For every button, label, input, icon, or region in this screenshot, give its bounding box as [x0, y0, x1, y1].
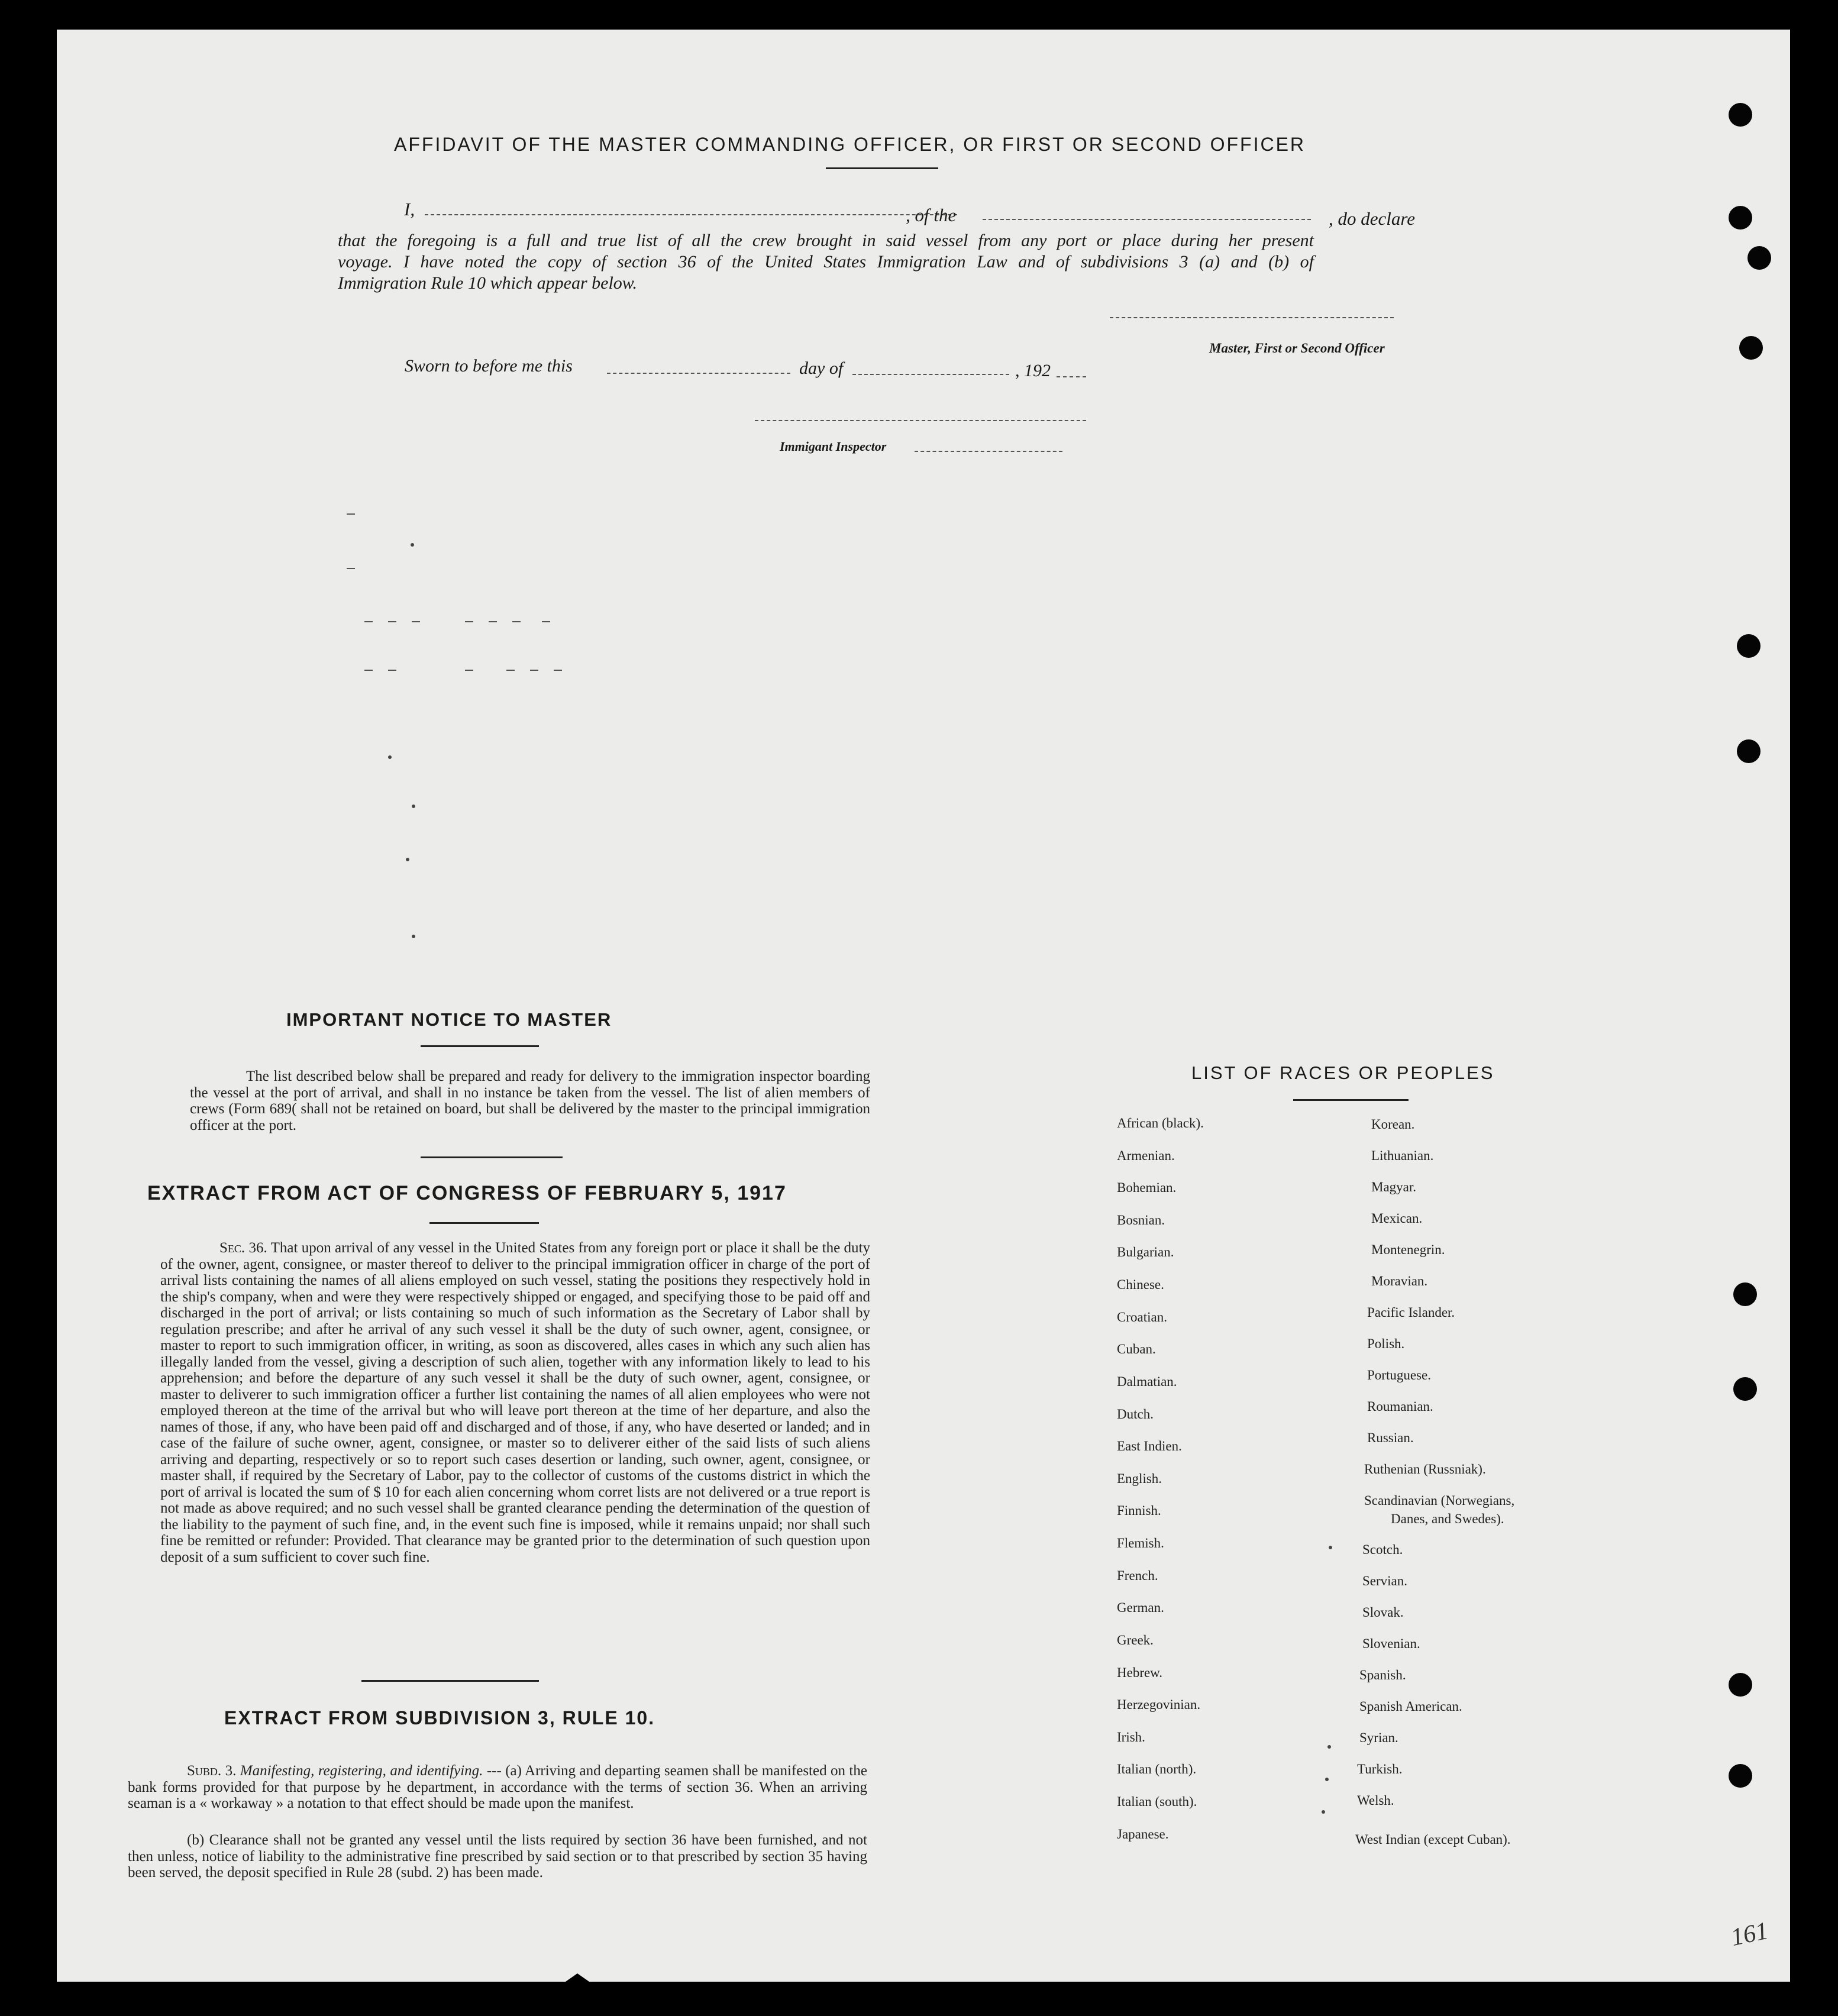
race-left: Croatian. — [1117, 1310, 1167, 1324]
punch-hole — [1737, 634, 1761, 658]
race-left: Dalmatian. — [1117, 1374, 1177, 1389]
race-left: Irish. — [1117, 1730, 1145, 1744]
inspector-label: Immigant Inspector — [780, 439, 887, 454]
punch-hole — [1729, 206, 1752, 230]
stray-mark — [347, 568, 355, 569]
race-left: Chinese. — [1117, 1277, 1164, 1292]
race-right: Mexican. — [1371, 1211, 1423, 1226]
race-right: Welsh. — [1357, 1793, 1394, 1808]
torn-edge — [57, 1958, 1790, 1982]
race-right: Spanish. — [1359, 1668, 1406, 1682]
sworn-year: , 192 — [1015, 361, 1051, 380]
stray-mark — [542, 621, 550, 622]
stray-mark — [388, 621, 396, 622]
races-title: LIST OF RACES OR PEOPLES — [1191, 1062, 1495, 1083]
punch-hole — [1729, 103, 1752, 127]
affidavit-line-i: I, — [404, 199, 415, 219]
inspector-name-blank[interactable] — [915, 451, 1062, 452]
name-blank[interactable] — [425, 214, 957, 215]
section-label: Sec. 36. — [219, 1240, 267, 1256]
sworn-day-of: day of — [799, 358, 844, 378]
subd-heading: Manifesting, registering, and identifying. — [240, 1763, 483, 1779]
divider — [421, 1156, 563, 1158]
affidavit-title: AFFIDAVIT OF THE MASTER COMMANDING OFFICER, OR FIRST OR SECOND OFFICER — [394, 134, 1306, 155]
stray-mark — [412, 805, 415, 808]
stray-mark — [465, 621, 473, 622]
race-left: Dutch. — [1117, 1407, 1154, 1421]
race-right: Slovak. — [1362, 1605, 1404, 1620]
race-left: Japanese. — [1117, 1827, 1169, 1841]
race-right: Spanish American. — [1359, 1699, 1462, 1714]
stray-mark — [406, 858, 409, 861]
vessel-blank[interactable] — [983, 219, 1311, 220]
stray-mark — [530, 670, 538, 671]
rule-extract-title: EXTRACT FROM SUBDIVISION 3, RULE 10. — [224, 1707, 655, 1729]
affidavit-line-3: voyage. I have noted the copy of section 36 of the United States Immigration Law and of subdivisions 3 (a) and (b) of — [338, 252, 1314, 272]
section-text: That upon arrival of any vessel in the United States from any foreign port or place it shall be the duty of the owner, agent, consignee, or master thereof to deliver to the principal immigration officer in charge of the port of arrival lists containing the names of all aliens employed on such vessel, stating the positions they respectively hold in the ship's company, when and were they were respectively shipped or engaged, and specifying those to be paid off and discharged in the port of arrival; or lists containing so much of such information as the Secretary of Labor shall by regulation prescribe; and after he arrival of any such vessel it shall be the duty of such owner, agent, consignee, or master to report to such immigration officer, in writing, as soon as discovered, alles cases in which any such alien has illegally landed from the vessel, giving a description of such alien, together with any information likely to lead to his apprehension; and before the departure of any such vessel it shall be the duty of such owner, agent, consignee, or master to deliverer to such immigration officer a further list containing the names of all alien employees who were not employed thereon at the time of the arrival but who will leave port thereon at the time of her departure, and also the names of those, if any, who have been paid off and discharged and of those, if any, who have deserted or landed; and in case of the failure of suche owner, agent, consignee, or master so to deliverer either of the said lists of such aliens arriving and departing, respectively or so to report such cases desertion or landing, such owner, agent, consignee, or master shall, if required by the Secretary of Labor, pay to the collector of customs of the customs district in which the port of arrival is located the sum of $ 10 for each alien concerning whom corret lists are not delivered or a true report is not made as above required; and no such vessel shall be granted clearance pending the determination of the question of the liability to the payment of such fine, and, in the event such fine is imposed, while it remains unpaid; nor shall such fine be remitted or refunder: Provided. That clearance may be granted prior to the determination of such question upon deposit of a sum sufficient to cover such fine. — [160, 1240, 870, 1565]
stray-mark — [1329, 1546, 1332, 1549]
handwritten-page-number: 161 — [1728, 1917, 1771, 1952]
race-right: Syrian. — [1359, 1730, 1398, 1745]
affidavit-line-4: Immigration Rule 10 which appear below. — [338, 273, 638, 293]
race-right: Korean. — [1371, 1117, 1415, 1132]
notice-text: The list described below shall be prepared and ready for delivery to the immigration inspector boarding the vessel at the port of arrival, and shall in no instance be taken from the vessel. The list of alien members of crews (Form 689( shall not be retained on board, but shall be delivered by the master to the principal immigration officer at the port. — [190, 1068, 870, 1133]
divider — [429, 1222, 539, 1224]
race-right: West Indian (except Cuban). — [1355, 1832, 1511, 1847]
race-left: African (black). — [1117, 1116, 1204, 1130]
stray-mark — [489, 621, 497, 622]
stray-mark — [1325, 1778, 1329, 1781]
document-page — [57, 30, 1790, 1982]
race-right: Ruthenian (Russniak). — [1364, 1462, 1486, 1477]
race-left: Italian (north). — [1117, 1762, 1197, 1776]
sworn-month-blank[interactable] — [852, 374, 1009, 375]
race-right: Magyar. — [1371, 1180, 1417, 1194]
race-right: Montenegrin. — [1371, 1242, 1445, 1257]
race-right: Polish. — [1367, 1336, 1405, 1351]
punch-hole — [1733, 1377, 1757, 1401]
stray-mark — [512, 621, 521, 622]
race-right: Pacific Islander. — [1367, 1305, 1455, 1320]
signature-line[interactable] — [1110, 317, 1394, 318]
race-left: Bulgarian. — [1117, 1245, 1174, 1259]
subd-para-a: --- (a) Arriving and departing seamen shall be manifested on the bank forms provided for that purpose by he department, in accordance with the terms of section 36. When an arriving seaman is a « workaway » a notation to that effect should be made upon the manifest. — [128, 1763, 867, 1811]
stray-mark — [554, 670, 562, 671]
race-right: Scandinavian (Norwegians, — [1364, 1493, 1515, 1508]
race-left: Armenian. — [1117, 1148, 1175, 1163]
race-left: Greek. — [1117, 1633, 1154, 1647]
stray-mark — [1322, 1810, 1325, 1814]
race-left: Italian (south). — [1117, 1794, 1197, 1809]
punch-hole — [1747, 246, 1771, 270]
punch-hole — [1739, 336, 1763, 360]
sworn-year-blank[interactable] — [1057, 376, 1086, 377]
race-left: East Indien. — [1117, 1439, 1182, 1453]
race-right: Turkish. — [1357, 1762, 1403, 1776]
stray-mark — [412, 621, 420, 622]
stray-mark — [1327, 1745, 1331, 1749]
divider — [361, 1680, 539, 1682]
race-right: Lithuanian. — [1371, 1148, 1434, 1163]
signature-label: Master, First or Second Officer — [1209, 341, 1385, 356]
race-right: Roumanian. — [1367, 1399, 1433, 1414]
race-left: English. — [1117, 1471, 1162, 1486]
act-extract-text — [160, 1240, 870, 1565]
stray-mark — [411, 543, 414, 547]
act-extract-title: EXTRACT FROM ACT OF CONGRESS OF FEBRUARY 5, 1917 — [147, 1182, 787, 1204]
race-left: Cuban. — [1117, 1342, 1156, 1356]
stray-mark — [412, 935, 415, 938]
notice-title: IMPORTANT NOTICE TO MASTER — [286, 1009, 612, 1030]
race-left: Flemish. — [1117, 1536, 1164, 1550]
divider — [1293, 1099, 1409, 1101]
inspector-signature-line[interactable] — [755, 420, 1086, 421]
race-left: Bohemian. — [1117, 1180, 1177, 1195]
race-right: Slovenian. — [1362, 1636, 1420, 1651]
punch-hole — [1729, 1673, 1752, 1697]
sworn-date-blank[interactable] — [607, 373, 790, 374]
race-left: Bosnian. — [1117, 1213, 1165, 1227]
race-right: Danes, and Swedes). — [1391, 1511, 1504, 1526]
punch-hole — [1729, 1764, 1752, 1788]
stray-mark — [364, 670, 373, 671]
race-right: Moravian. — [1371, 1274, 1428, 1288]
divider — [826, 167, 938, 169]
race-right: Portuguese. — [1367, 1368, 1431, 1382]
race-right: Servian. — [1362, 1574, 1408, 1588]
rule-para-b: (b) Clearance shall not be granted any vessel until the lists required by section 36 have been furnished, and not then unless, notice of liability to the administrative fine prescribed by said section or to that prescribed by section 35 having been served, the deposit specified in Rule 28 (subd. 2) has been made. — [128, 1832, 867, 1881]
race-left: Finnish. — [1117, 1503, 1161, 1518]
affidavit-line-declare: , do declare — [1329, 208, 1416, 229]
stray-mark — [465, 670, 473, 671]
race-left: French. — [1117, 1568, 1158, 1583]
affidavit-line-of-the: , of the — [906, 205, 957, 225]
punch-hole — [1733, 1282, 1757, 1306]
divider — [421, 1045, 539, 1047]
stray-mark — [347, 513, 355, 515]
sworn-text: Sworn to before me this — [405, 356, 573, 376]
rule-para-a — [128, 1763, 867, 1812]
race-left: Herzegovinian. — [1117, 1697, 1201, 1712]
stray-mark — [388, 755, 392, 759]
race-left: German. — [1117, 1600, 1164, 1615]
race-right: Scotch. — [1362, 1542, 1403, 1557]
stray-mark — [364, 621, 373, 622]
affidavit-line-2: that the foregoing is a full and true list of all the crew brought in said vessel from any port or place during her present — [338, 231, 1314, 250]
punch-hole — [1737, 739, 1761, 763]
subd-label: Subd. 3. — [187, 1763, 237, 1779]
race-right: Russian. — [1367, 1430, 1414, 1445]
stray-mark — [388, 670, 396, 671]
race-left: Hebrew. — [1117, 1665, 1163, 1680]
stray-mark — [506, 670, 515, 671]
